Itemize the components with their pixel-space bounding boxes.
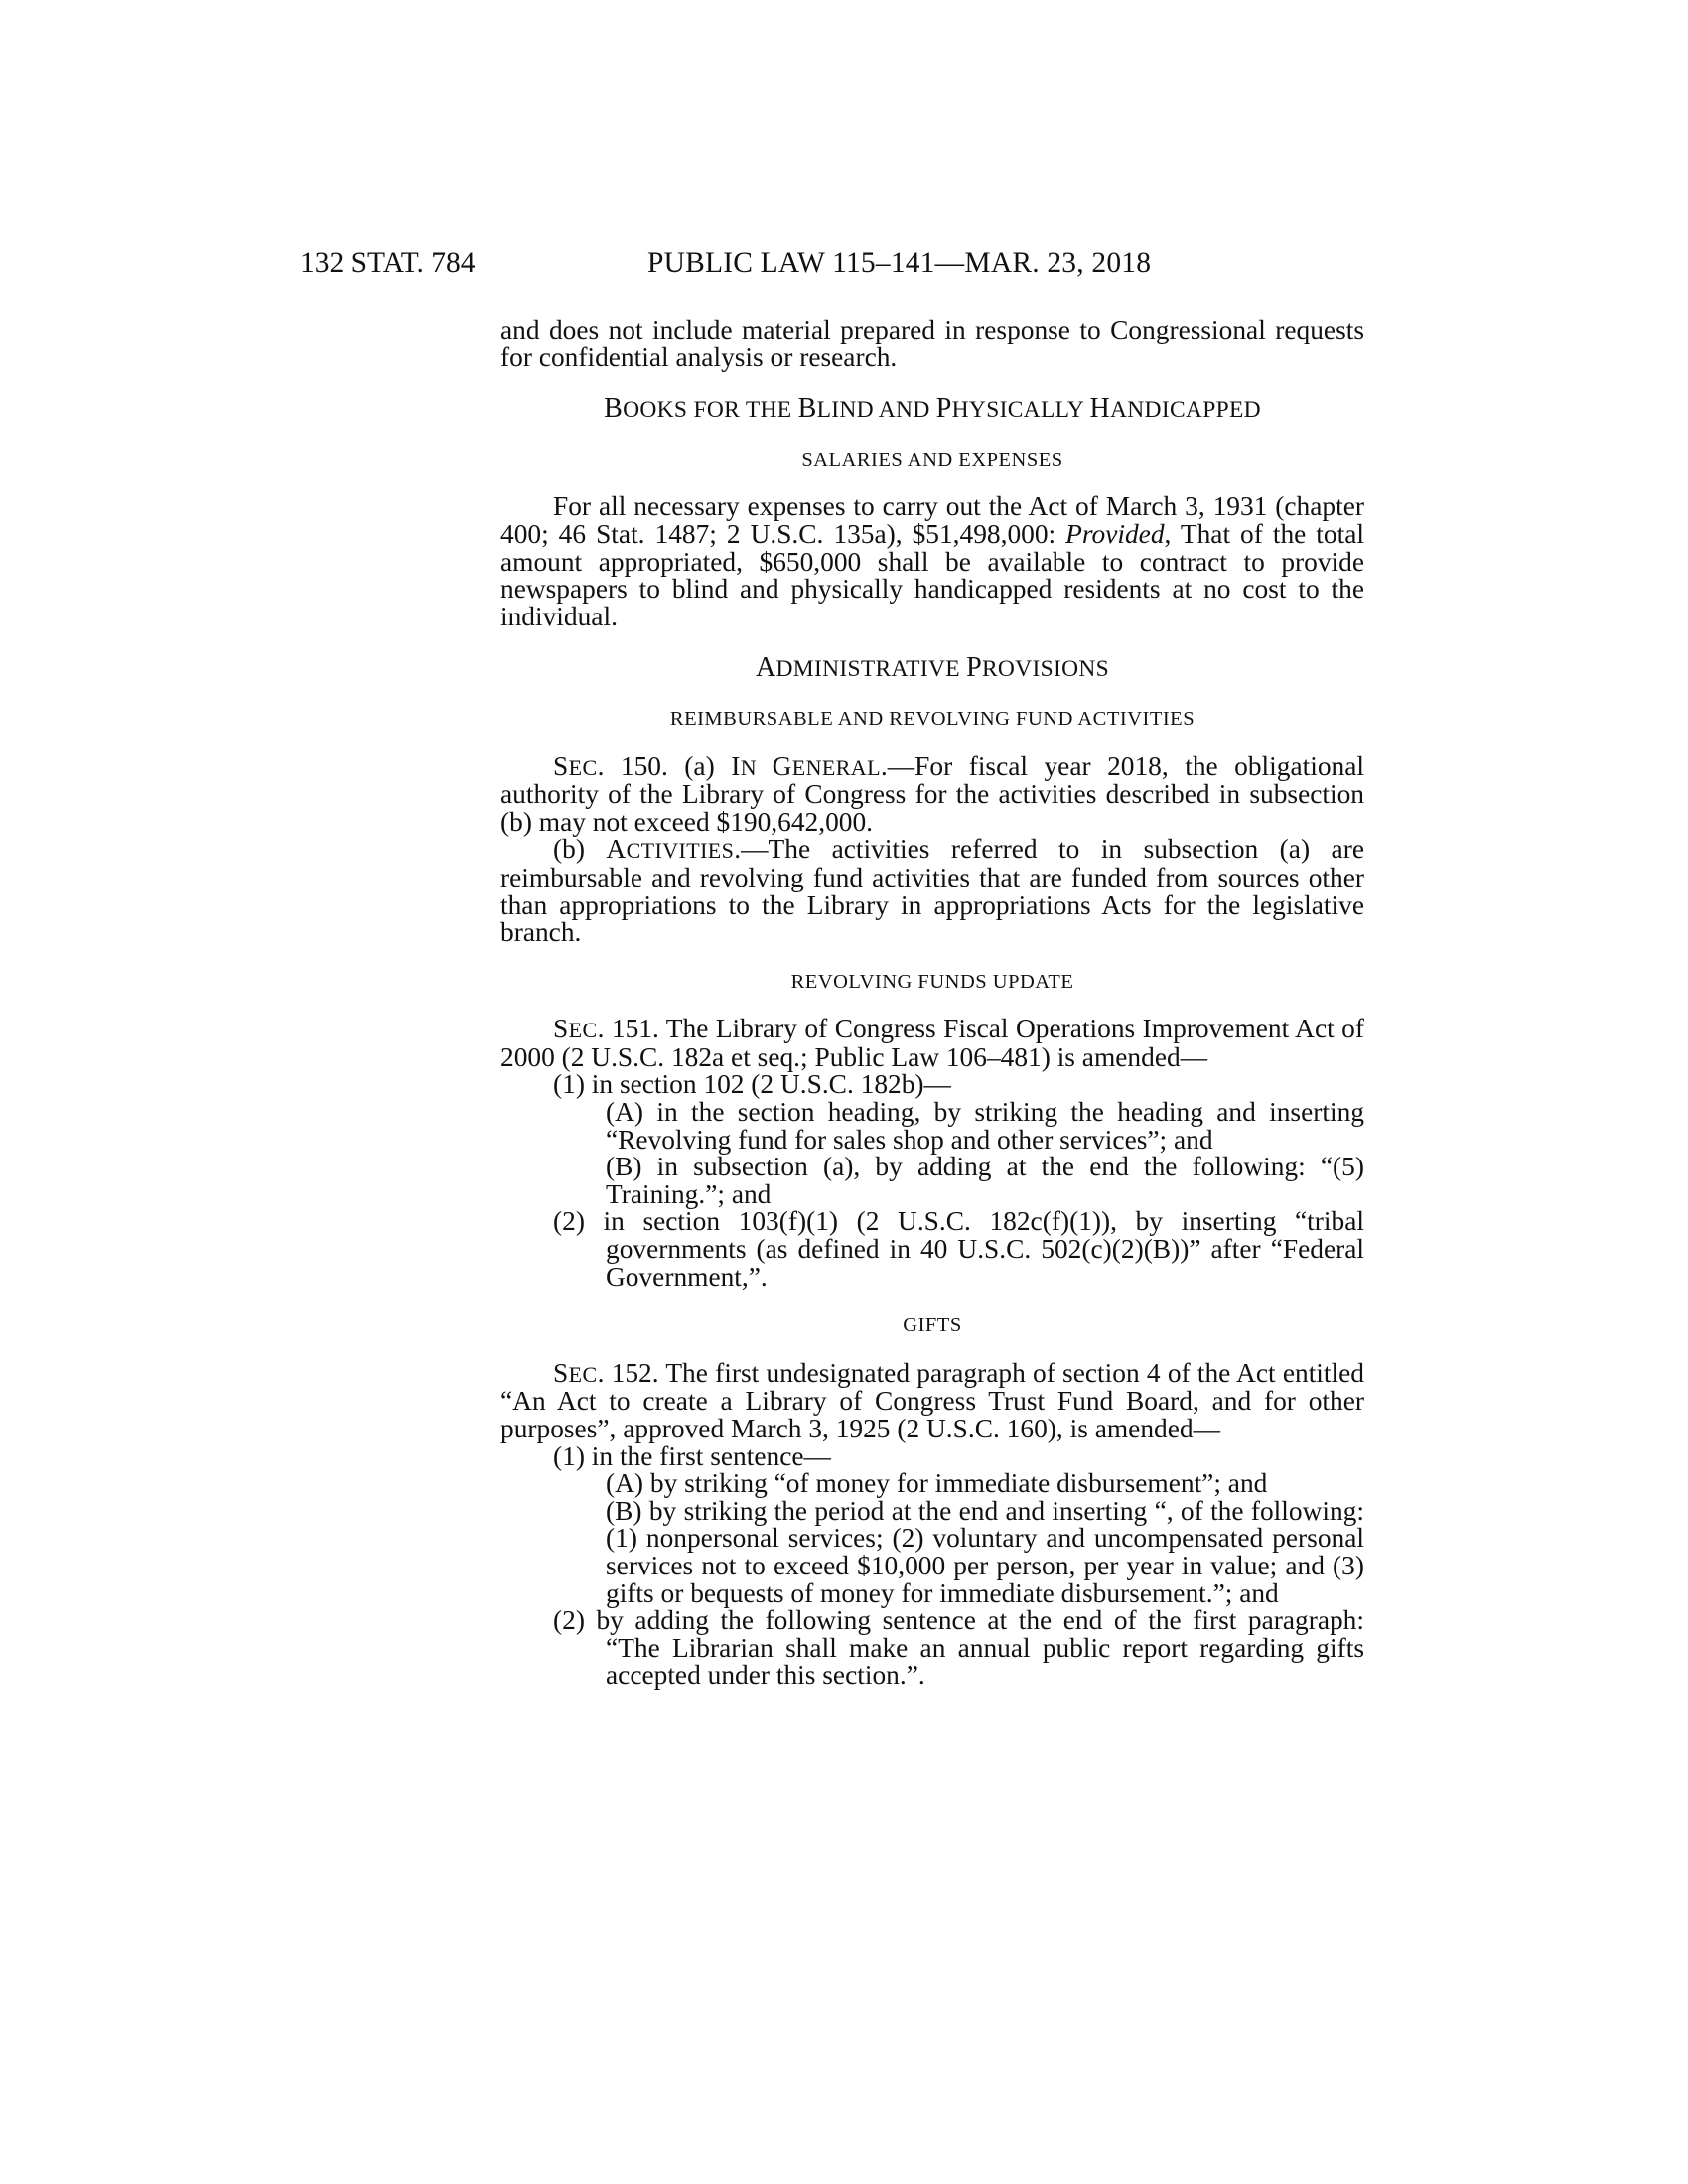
section-151-para-1-a: (A) in the section heading, by striking the heading and inserting “Revolving fund for sales shop and other services”; and [606, 1097, 1364, 1155]
section-151: SEC. 151. The Library of Congress Fiscal Operations Improvement Act of 2000 (2 U.S.C. 182a et seq.; Public Law 106–481) is amended— [500, 1014, 1364, 1072]
heading-salaries-and-expenses: SALARIES AND EXPENSES [801, 448, 1063, 471]
section-150-b: (b) ACTIVITIES.—The activities referred to in subsection (a) are reimbursable and revolving fund activities that are funded from sources other than appropriations to the Library in appropriations Acts for the legislative branch. [500, 834, 1364, 948]
section-150-a: SEC. 150. (a) IN GENERAL.—For fiscal year 2018, the obligational authority of the Library of Congress for the activities described in subsection (b) may not exceed $190,642,000. [500, 751, 1364, 837]
running-title: PUBLIC LAW 115–141—MAR. 23, 2018 [647, 247, 1152, 279]
intro-paragraph: and does not include material prepared in response to Congressional requests for confidential analysis or research. [500, 315, 1364, 372]
salaries-paragraph: For all necessary expenses to carry out the Act of March 3, 1931 (chapter 400; 46 Stat. 1487; 2 U.S.C. 135a), $51,498,000: Provided, That of the total amount appropriated, $650,000 shall be available to contract to provide newspapers to blind and physically handicapped residents at no cost to the individual. [500, 491, 1364, 631]
heading-reimbursable-activities: REIMBURSABLE AND REVOLVING FUND ACTIVITIES [669, 707, 1196, 730]
section-151-para-1: (1) in section 102 (2 U.S.C. 182b)— [553, 1069, 951, 1100]
page-reference: 132 STAT. 784 [300, 247, 476, 279]
heading-revolving-funds-update: REVOLVING FUNDS UPDATE [790, 970, 1074, 993]
section-151-para-2: (2) in section 103(f)(1) (2 U.S.C. 182c(f)(1)), by inserting “tribal governments (as defined in 40 U.S.C. 502(c)(2)(B))” after “Federal Government,”. [553, 1206, 1364, 1292]
section-151-para-1-b: (B) in subsection (a), by adding at the end the following: “(5) Training.”; and [606, 1152, 1364, 1209]
section-152-para-1-b: (B) by striking the period at the end and inserting “, of the following: (1) nonpersonal services; (2) voluntary and uncompensated personal services not to exceed $10,000 per person, per year in value; and (3) gifts or bequests of money for immediate disbursement.”; and [606, 1495, 1364, 1608]
page-body [500, 317, 1364, 1690]
heading-gifts: GIFTS [903, 1314, 962, 1337]
heading-books-for-the-blind: BOOKS FOR THE BLIND AND PHYSICALLY HANDICAPPED [604, 393, 1261, 425]
heading-administrative-provisions: ADMINISTRATIVE PROVISIONS [755, 652, 1109, 684]
section-152-para-2: (2) by adding the following sentence at the end of the first paragraph: “The Librarian shall make an annual public report regarding gifts accepted under this section.”. [553, 1605, 1364, 1691]
section-152-para-1-a: (A) by striking “of money for immediate disbursement”; and [606, 1468, 1268, 1499]
section-152-para-1: (1) in the first sentence— [553, 1440, 831, 1471]
section-152: SEC. 152. The first undesignated paragraph of section 4 of the Act entitled “An Act to create a Library of Congress Trust Fund Board, and for other purposes”, approved March 3, 1925 (2 U.S.C. 160), is amended— [500, 1357, 1364, 1443]
